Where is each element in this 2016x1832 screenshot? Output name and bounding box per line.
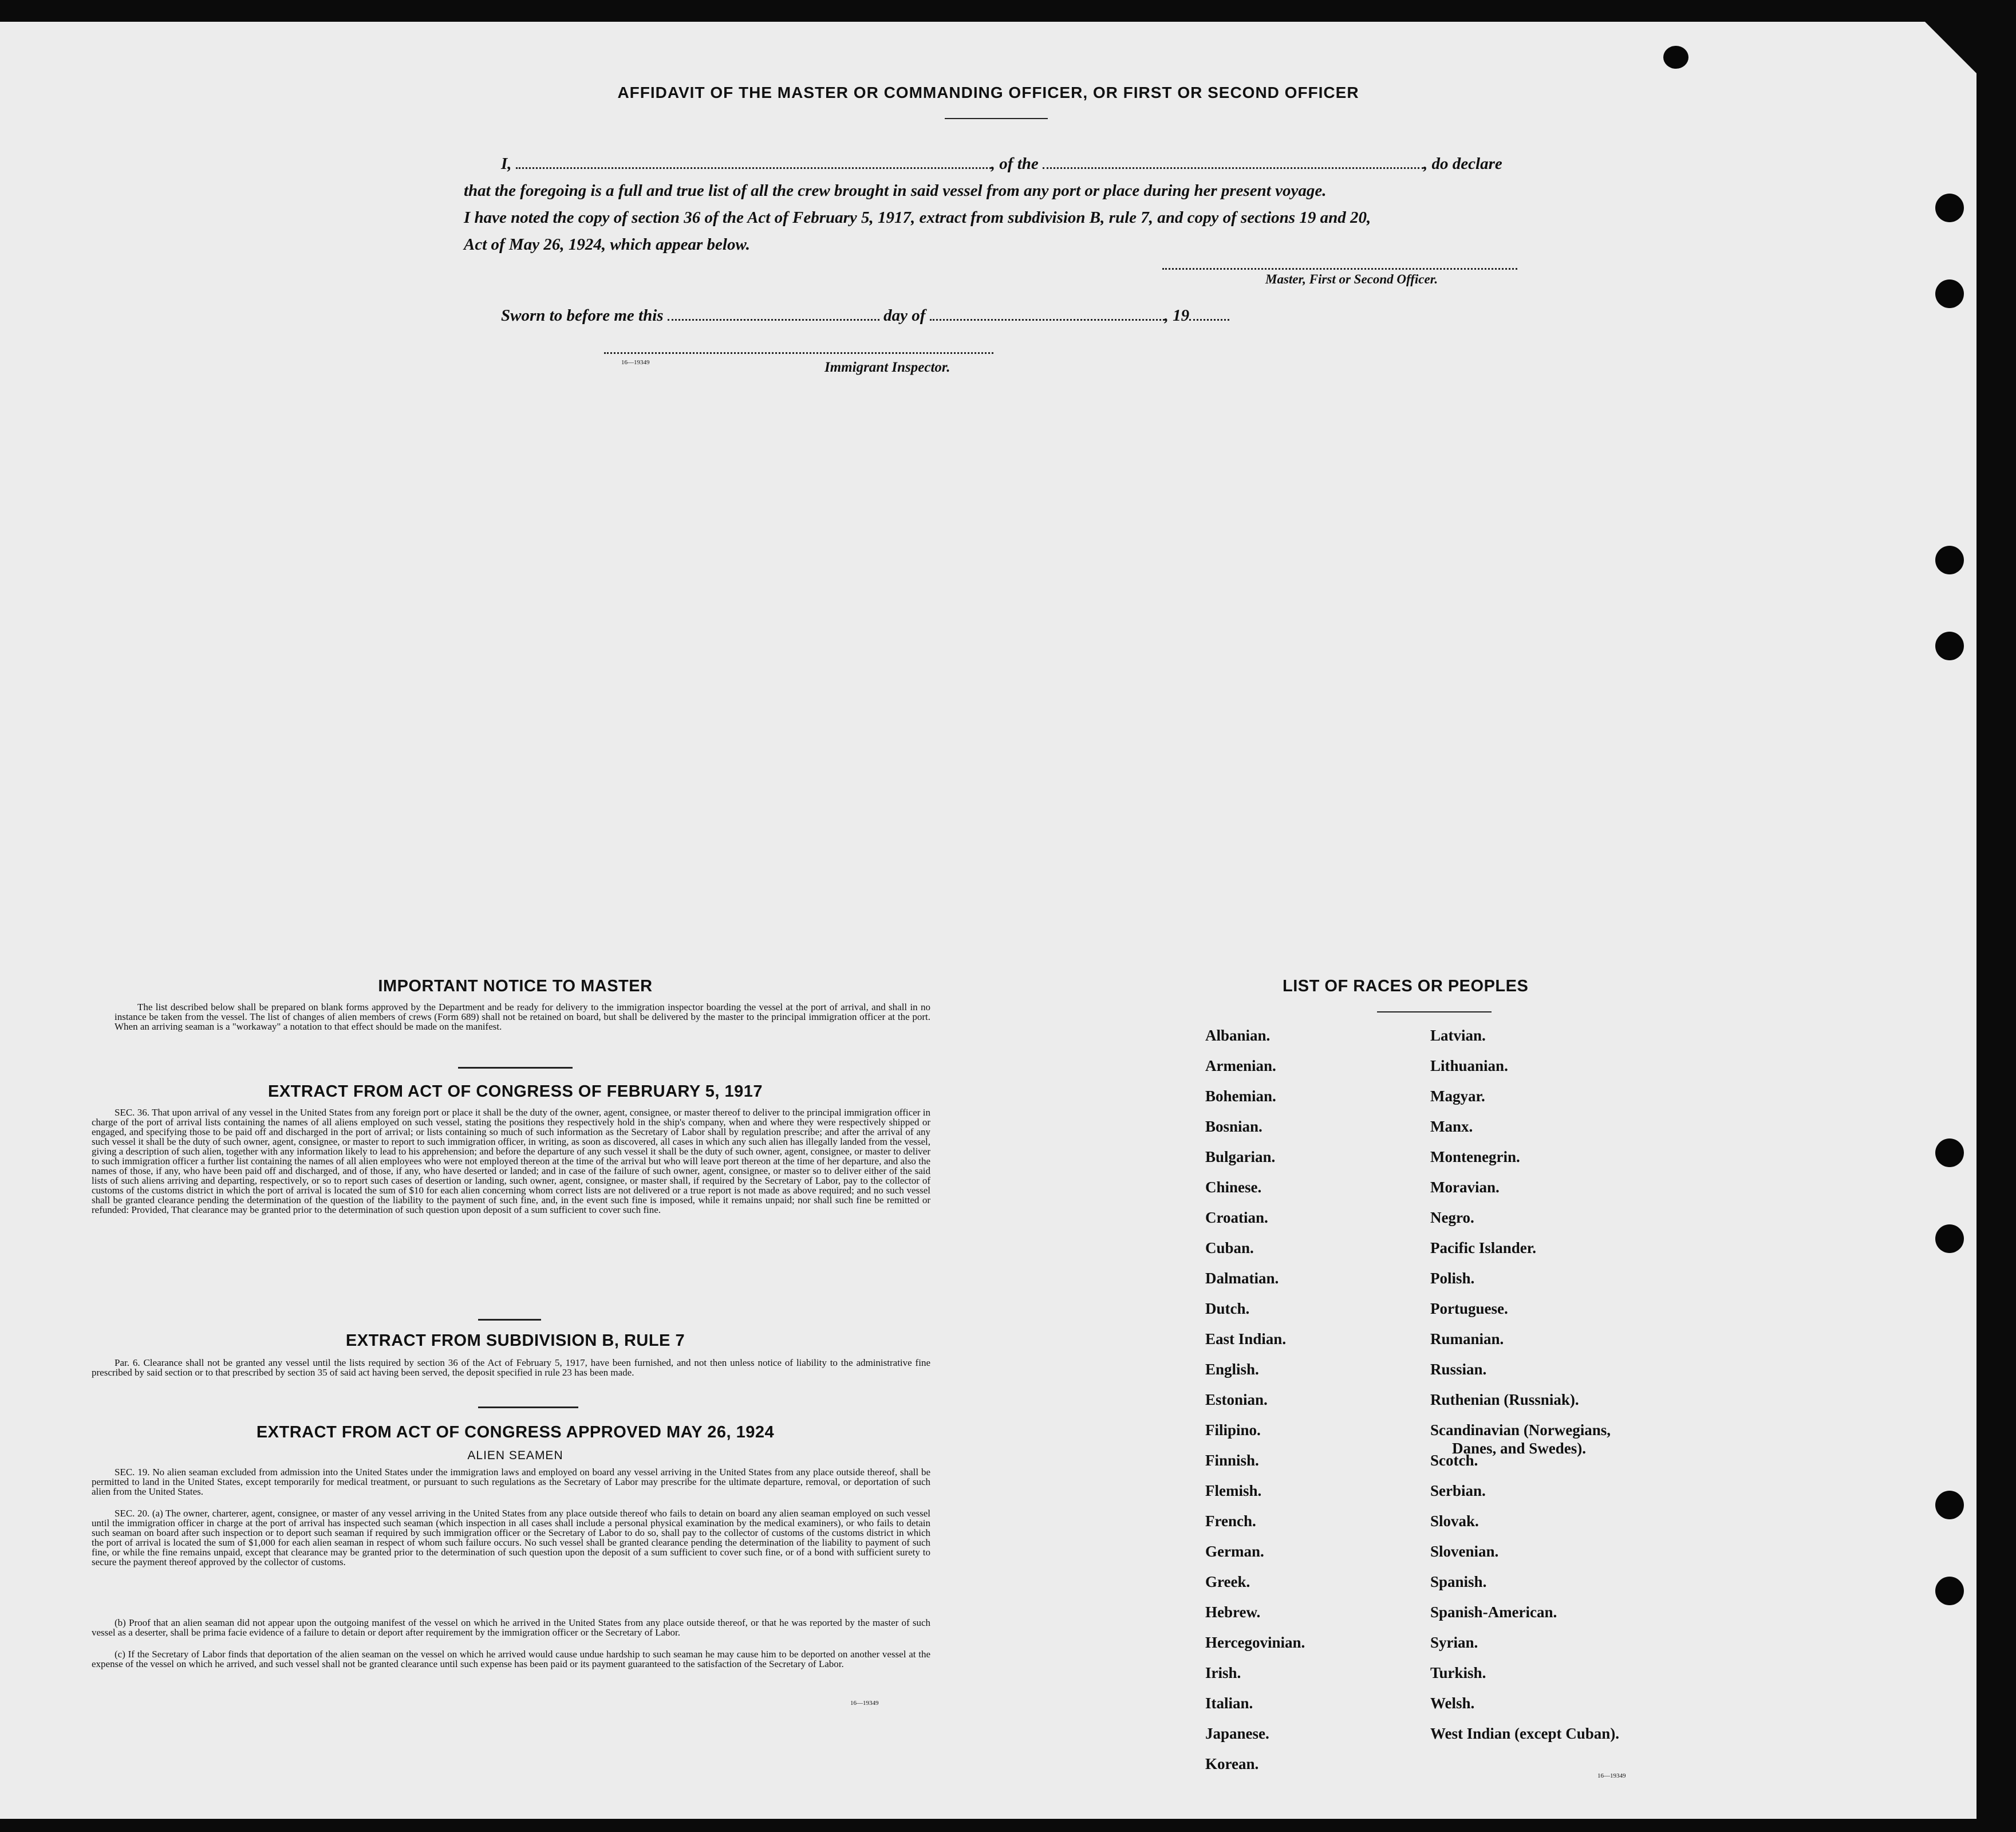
race-item: Slovak. — [1430, 1512, 1479, 1530]
punch-hole — [1935, 632, 1964, 660]
race-item: Manx. — [1430, 1118, 1473, 1135]
form-code: 16—19349 — [850, 1700, 879, 1707]
race-item: West Indian (except Cuban). — [1430, 1725, 1620, 1742]
race-item: Greek. — [1205, 1573, 1250, 1590]
sworn-year-field[interactable] — [1189, 319, 1229, 321]
document-sheet — [0, 22, 1976, 1819]
punch-hole — [1935, 1138, 1964, 1167]
race-item: German. — [1205, 1543, 1264, 1560]
sworn-year-prefix: , 19 — [1164, 306, 1190, 325]
race-item: Cuban. — [1205, 1239, 1254, 1256]
race-item: Dalmatian. — [1205, 1270, 1279, 1287]
declaration-i: I, — [501, 155, 512, 173]
sworn-line — [501, 306, 1229, 325]
race-item: Armenian. — [1205, 1057, 1276, 1074]
vessel-name-field[interactable] — [1043, 167, 1423, 169]
race-item: English. — [1205, 1361, 1259, 1378]
race-item: Lithuanian. — [1430, 1057, 1508, 1074]
alien-seamen-subtitle: ALIEN SEAMEN — [467, 1449, 563, 1462]
race-item: Hercegovinian. — [1205, 1634, 1305, 1651]
affidavit-title: AFFIDAVIT OF THE MASTER OR COMMANDING OFFICER, OR FIRST OR SECOND OFFICER — [617, 84, 1359, 101]
sworn-day-field[interactable] — [668, 319, 879, 321]
master-signature-label: Master, First or Second Officer. — [1265, 272, 1438, 286]
race-item: Serbian. — [1430, 1482, 1486, 1499]
form-code: 16—19349 — [1597, 1772, 1626, 1779]
race-item: Finnish. — [1205, 1452, 1259, 1469]
punch-hole — [1663, 46, 1688, 69]
race-item: Scotch. — [1430, 1452, 1478, 1469]
declaration-line-1 — [464, 151, 1540, 178]
race-item: Spanish-American. — [1430, 1604, 1557, 1621]
race-item: French. — [1205, 1512, 1256, 1530]
section-20c-text: (c) If the Secretary of Labor finds that deportation of the alien seaman on the vessel on which he arrived would cause undue hardship to such seaman he may cause him to be deported on another vessel at the expense of the vessel on which he arrived, and such vessel shall not be granted clearance until such expense has been paid or its payment guaranteed to the satisfaction of the Secretary of Labor. — [92, 1649, 930, 1669]
subdivision-b-title: EXTRACT FROM SUBDIVISION B, RULE 7 — [345, 1331, 685, 1350]
extract-1917-title: EXTRACT FROM ACT OF CONGRESS OF FEBRUARY 5, 1917 — [267, 1082, 763, 1101]
punch-hole — [1935, 1491, 1964, 1519]
torn-corner — [1925, 22, 1976, 73]
race-item: Filipino. — [1205, 1421, 1261, 1439]
inspector-label: Immigrant Inspector. — [824, 360, 950, 375]
race-item: Japanese. — [1205, 1725, 1269, 1742]
race-item: Polish. — [1430, 1270, 1475, 1287]
race-item: Scandinavian (Norwegians, — [1430, 1421, 1611, 1439]
punch-hole — [1935, 279, 1964, 308]
title-rule — [945, 118, 1048, 119]
punch-hole — [1935, 194, 1964, 222]
title-rule — [1377, 1011, 1492, 1012]
race-item: Italian. — [1205, 1695, 1253, 1712]
race-item: Hebrew. — [1205, 1604, 1261, 1621]
sworn-month-field[interactable] — [930, 319, 1165, 321]
race-item: Danes, and Swedes). — [1452, 1440, 1587, 1457]
race-item: Croatian. — [1205, 1209, 1268, 1226]
declaration-line-3: I have noted the copy of section 36 of the Act of February 5, 1917, extract from subdivision B, rule 7, and copy of sections 19 and 20, — [464, 208, 1371, 227]
section-20a-text: SEC. 20. (a) The owner, charterer, agent, consignee, or master of any vessel arriving in the United States from any place outside thereof who fails to detain on board any alien seaman employed on such vessel until the immigration officer in charge at the port of arrival has inspected such seaman (which inspection in all cases shall include a personal physical examination by the medical examiners), or who fails to detain such seaman on board after such inspection or to deport such seaman if required by such immigration officer or the Secretary of Labor to do so, shall pay to the collector of customs of the customs district in which the port of arrival is located the sum of $1,000 for each alien seaman in respect of whom such failure occurs. No such vessel shall be granted clearance pending the determination of the liability to payment of such fine, or while the fine remains unpaid, except that clearance may be granted prior to the determination of such question upon the deposit of a sum sufficient to cover such fine, or of a bond with sufficient surety to secure the payment thereof approved by the collector of customs. — [92, 1508, 930, 1567]
race-item: Estonian. — [1205, 1391, 1268, 1408]
section-19-text: SEC. 19. No alien seaman excluded from admission into the United States under the immigration laws and employed on board any vessel arriving in the United States from any place outside thereof, shall be permitted to land in the United States, except temporarily for medical treatment, or pursuant to such regulations as the Secretary of Labor may prescribe for the ultimate departure, removal, or deportation of such alien from the United States. — [92, 1467, 930, 1497]
race-item: Spanish. — [1430, 1573, 1487, 1590]
race-item: Bohemian. — [1205, 1088, 1276, 1105]
punch-hole — [1935, 1577, 1964, 1605]
inspector-signature-field[interactable] — [604, 352, 993, 354]
race-item: Magyar. — [1430, 1088, 1485, 1105]
races-title: LIST OF RACES OR PEOPLES — [1283, 977, 1529, 995]
section-rule — [458, 1067, 573, 1069]
declaration-line-2: that the foregoing is a full and true list of all the crew brought in said vessel from any port or place during her present voyage. — [464, 182, 1327, 200]
race-item: Dutch. — [1205, 1300, 1250, 1317]
extract-1924-title: EXTRACT FROM ACT OF CONGRESS APPROVED MAY 26, 1924 — [256, 1423, 775, 1441]
section-20b-text: (b) Proof that an alien seaman did not appear upon the outgoing manifest of the vessel on which he arrived in the United States from any place outside thereof, or that he was reported by the master of such vessel as a deserter, shall be prima facie evidence of a failure to detain or deport after requirement by the immigration officer or the Secretary of Labor. — [92, 1617, 930, 1638]
race-item: Slovenian. — [1430, 1543, 1499, 1560]
race-item: Rumanian. — [1430, 1330, 1504, 1348]
subdivision-b-text: Par. 6. Clearance shall not be granted any vessel until the lists required by section 36 of the Act of February 5, 1917, have been furnished, and not then unless notice of liability to the administrative fine prescribed by said section or to that prescribed by section 35 of said act having been served, the deposit specified in rule 23 has been made. — [92, 1357, 930, 1378]
declaration-do-declare: , do declare — [1423, 155, 1502, 173]
affidavit-declaration — [464, 151, 1540, 258]
punch-hole — [1935, 1224, 1964, 1253]
section-rule — [478, 1406, 578, 1408]
declaration-of-the: , of the — [991, 155, 1039, 173]
race-item: Portuguese. — [1430, 1300, 1508, 1317]
race-item: Syrian. — [1430, 1634, 1478, 1651]
notice-text: The list described below shall be prepared on blank forms approved by the Department and be ready for delivery to the immigration inspector boarding the vessel at the port of arrival, and shall in no instance be taken from the vessel. The list of changes of alien members of crews (Form 689) shall not be retained on board, but shall be delivered by the master to the principal immigration officer at the port. When an arriving seaman is a "workaway" a notation to that effect should be made on the manifest. — [115, 1002, 930, 1032]
race-item: Bulgarian. — [1205, 1148, 1276, 1165]
race-item: Welsh. — [1430, 1695, 1475, 1712]
race-item: Ruthenian (Russniak). — [1430, 1391, 1579, 1408]
race-item: Montenegrin. — [1430, 1148, 1520, 1165]
sworn-prefix: Sworn to before me this — [501, 306, 664, 325]
race-item: Latvian. — [1430, 1027, 1486, 1044]
race-item: Korean. — [1205, 1755, 1259, 1772]
race-item: Russian. — [1430, 1361, 1487, 1378]
race-item: Flemish. — [1205, 1482, 1262, 1499]
race-item: East Indian. — [1205, 1330, 1287, 1348]
master-signature-field[interactable] — [1162, 268, 1517, 270]
race-item: Albanian. — [1205, 1027, 1271, 1044]
declarant-name-field[interactable] — [516, 167, 991, 169]
section-rule — [478, 1319, 541, 1321]
punch-hole — [1935, 546, 1964, 574]
extract-1917-text: SEC. 36. That upon arrival of any vessel in the United States from any foreign port or place it shall be the duty of the owner, agent, consignee, or master thereof to deliver to the principal immigration officer in charge of the port of arrival lists containing the names of all aliens employed on such vessel, stating the positions they respectively hold in the ship's company, when and where they were respectively shipped or engaged, and specifying those to be paid off and discharged in the port of arrival; or lists containing so much of such information as the Secretary of Labor shall by regulation prescribe; and after the arrival of any such vessel it shall be the duty of such owner, agent, consignee, or master to report to such immigration officer, in writing, as soon as discovered, all cases in which any such alien has illegally landed from the vessel, giving a description of such alien, together with any information likely to lead to his apprehension; and before the departure of any such vessel it shall be the duty of such owner, agent, consignee, or master to deliver to such immigration officer a further list containing the names of all alien employees who were not employed thereon at the time of the arrival but who will leave port thereon at the time of her departure, and also the names of those, if any, who have been paid off and discharged, and of those, if any, who have deserted or landed; and in case of the failure of such owner, agent, consignee, or master so to deliver either of the said lists of such aliens arriving and departing, respectively, or so to report such cases of desertion or landing, such owner, agent, consignee, or master shall, if required by the Secretary of Labor, pay to the collector of customs of the customs district in which the port of arrival is located the sum of $10 for each alien concerning whom correct lists are not delivered or a true report is not made as above required; and no such vessel shall be granted clearance pending the determination of the question of the liability to the payment of such fine, and, in the event such fine is imposed, while it remains unpaid; nor shall such fine be remitted or refunded: Provided, That clearance may be granted prior to the determination of such question upon deposit of a sum sufficient to cover such fine. — [92, 1107, 930, 1215]
declaration-line-4: Act of May 26, 1924, which appear below. — [464, 235, 750, 254]
race-item: Pacific Islander. — [1430, 1239, 1536, 1256]
notice-title: IMPORTANT NOTICE TO MASTER — [378, 977, 653, 995]
race-item: Negro. — [1430, 1209, 1474, 1226]
sworn-day-of: day of — [883, 306, 926, 325]
race-item: Chinese. — [1205, 1179, 1262, 1196]
form-code: 16—19349 — [621, 359, 650, 366]
race-item: Bosnian. — [1205, 1118, 1263, 1135]
race-item: Moravian. — [1430, 1179, 1500, 1196]
race-item: Irish. — [1205, 1664, 1241, 1681]
race-item: Turkish. — [1430, 1664, 1486, 1681]
